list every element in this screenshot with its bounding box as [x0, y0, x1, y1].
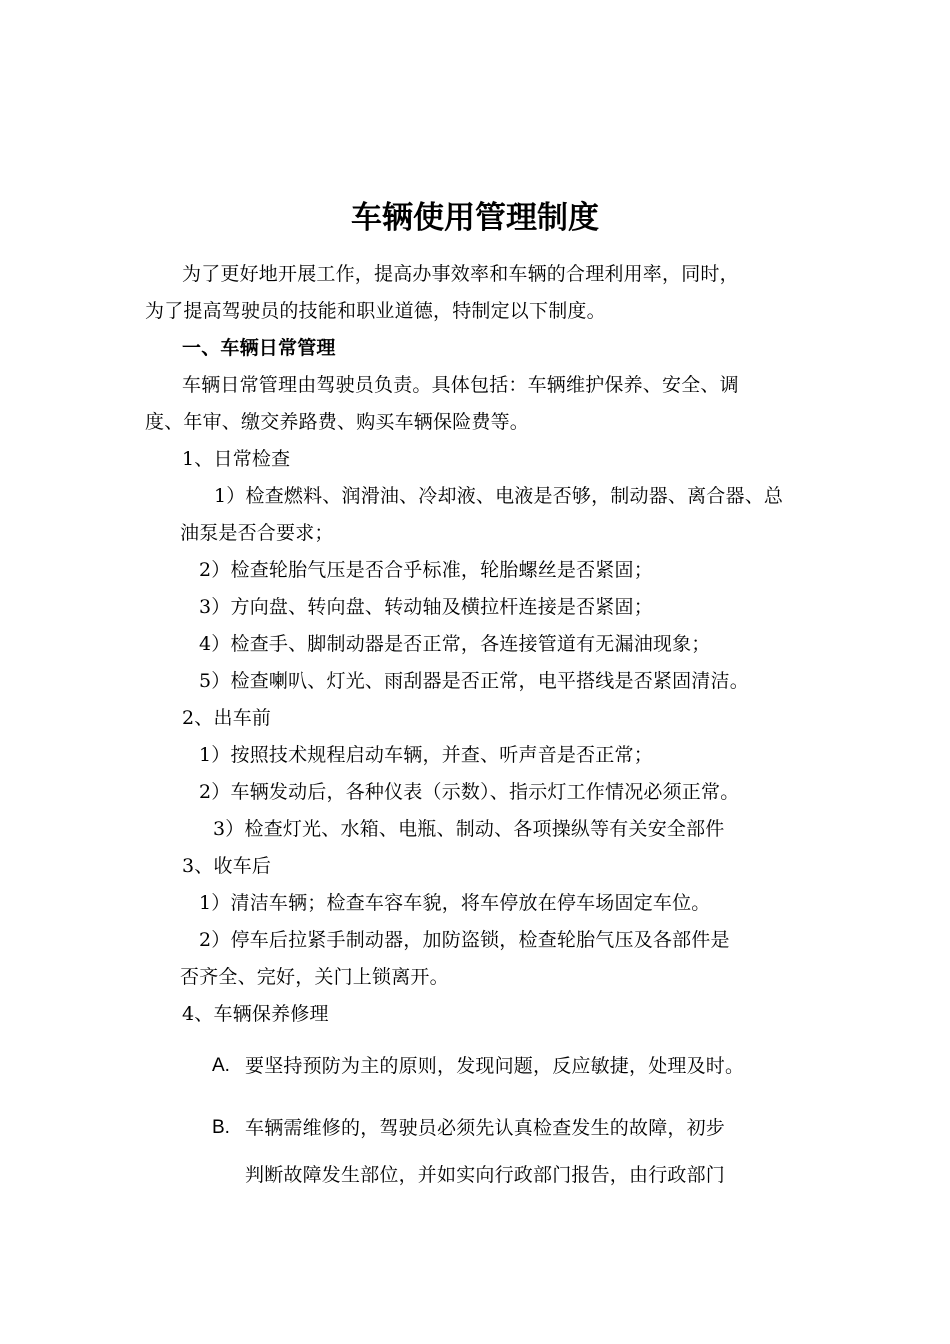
section-heading: 一、车辆日常管理 — [182, 337, 336, 359]
list-item: 3）检查灯光、水箱、电瓶、制动、各项操纵等有关安全部件 — [213, 818, 725, 840]
list-item: 要坚持预防为主的原则，发现问题，反应敏捷，处理及时。 — [245, 1055, 745, 1077]
list-marker-a: A. — [212, 1055, 230, 1076]
section-desc-line-1: 车辆日常管理由驾驶员负责。具体包括：车辆维护保养、安全、调 — [182, 374, 739, 396]
list-item: 车辆需维修的，驾驶员必须先认真检查发生的故障，初步 — [245, 1117, 726, 1139]
list-item: 4）检查手、脚制动器是否正常，各连接管道有无漏油现象； — [199, 633, 711, 655]
section-desc-line-2: 度、年审、缴交养路费、购买车辆保险费等。 — [145, 411, 530, 433]
list-marker-b: B. — [212, 1117, 230, 1138]
intro-line-1: 为了更好地开展工作，提高办事效率和车辆的合理利用率，同时， — [182, 263, 739, 285]
list-item: 1）检查燃料、润滑油、冷却液、电液是否够，制动器、离合器、总 — [214, 485, 784, 507]
list-item: 1）按照技术规程启动车辆，并查、听声音是否正常； — [199, 744, 653, 766]
intro-line-2: 为了提高驾驶员的技能和职业道德，特制定以下制度。 — [145, 300, 606, 322]
list-item: 否齐全、完好，关门上锁离开。 — [180, 966, 449, 988]
list-item: 2）车辆发动后，各种仪表（示数）、指示灯工作情况必须正常。 — [199, 781, 740, 803]
list-item: 3）方向盘、转向盘、转动轴及横拉杆连接是否紧固； — [199, 596, 653, 618]
list-item: 2）停车后拉紧手制动器，加防盗锁，检查轮胎气压及各部件是 — [199, 929, 730, 951]
list-item: 2）检查轮胎气压是否合乎标准，轮胎螺丝是否紧固； — [199, 559, 653, 581]
list-item: 判断故障发生部位，并如实向行政部门报告，由行政部门 — [245, 1164, 726, 1186]
subheading-maintenance: 4、车辆保养修理 — [182, 1003, 329, 1025]
subheading-daily-check: 1、日常检查 — [182, 448, 291, 470]
list-item: 油泵是否合要求； — [180, 522, 334, 544]
list-item: 1）清洁车辆；检查车容车貌，将车停放在停车场固定车位。 — [199, 892, 711, 914]
document-title: 车辆使用管理制度 — [351, 200, 599, 236]
list-item: 5）检查喇叭、灯光、雨刮器是否正常，电平搭线是否紧固清洁。 — [199, 670, 749, 692]
subheading-after-return: 3、收车后 — [182, 855, 272, 877]
subheading-before-departure: 2、出车前 — [182, 707, 272, 729]
